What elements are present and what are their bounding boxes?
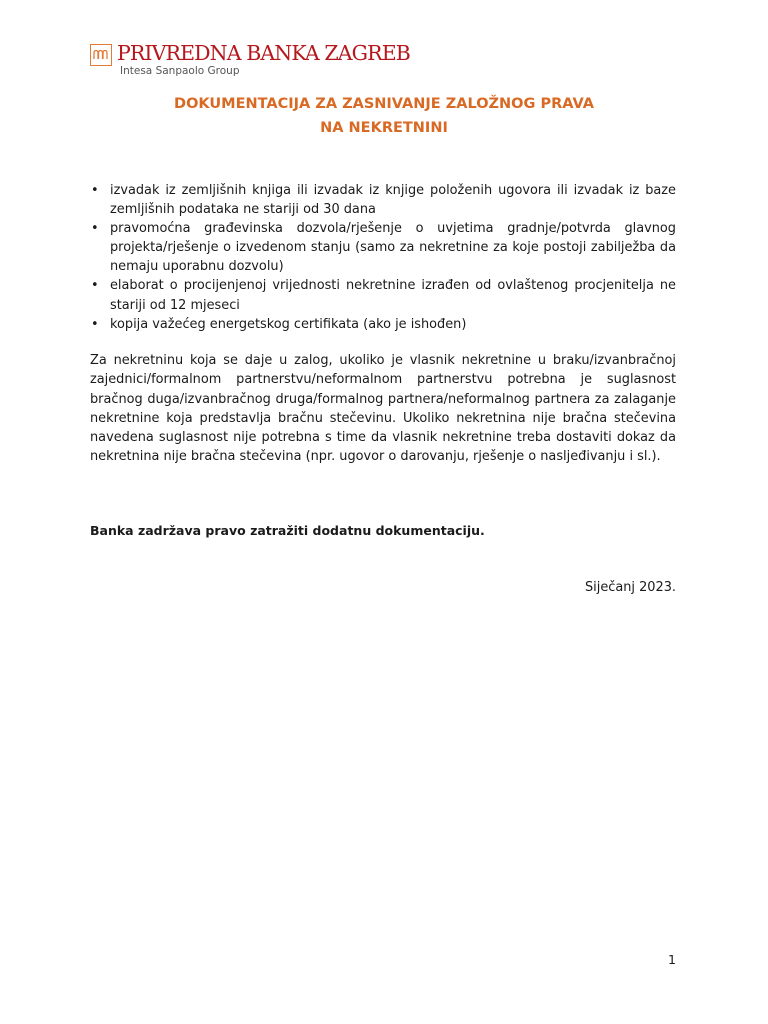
list-item — [90, 315, 676, 334]
pbz-logo-icon — [90, 44, 112, 66]
document-date: Siječanj 2023. — [584, 580, 676, 595]
list-item — [90, 181, 676, 219]
list-item-text: pravomoćna građevinska dozvola/rješenje o uvjetima gradnje/potvrda glavnog projekta/rješenje o izvedenom stanju (samo za nekretnine za koje postoji zabilježba da nemaju uporabnu dozvolu) — [110, 221, 676, 275]
bullet-icon: • — [91, 316, 99, 332]
additional-documentation-note: Banka zadržava pravo zatražiti dodatnu dokumentaciju. — [90, 523, 485, 538]
bullet-icon: • — [91, 278, 99, 294]
list-item-text: kopija važećeg energetskog certifikata (ako je ishođen) — [110, 316, 467, 332]
bullet-icon: • — [91, 183, 99, 198]
bank-name: PRIVREDNA BANKA ZAGREB — [117, 41, 410, 65]
document-title-line-2: NA NEKRETNINI — [320, 120, 448, 136]
group-name: Intesa Sanpaolo Group — [120, 65, 240, 77]
bullet-icon: • — [91, 221, 99, 237]
list-item-text: izvadak iz zemljišnih knjiga ili izvadak iz knjige položenih ugovora ili izvadak iz baze zemljišnih podataka ne stariji od 30 dana — [110, 183, 676, 218]
consent-paragraph: Za nekretninu koja se daje u zalog, ukoliko je vlasnik nekretnine u braku/izvanbračnoj zajednici/formalnom partnerstvu/neformalnom partnerstvu potrebna je suglasnost bračnog duga/izvanbračnog druga/formalnog partnera/neformalnog partnera za zalaganje nekretnine koja predstavlja bračnu stečevinu. Ukoliko nekretnina nije bračna stečevina navedena suglasnost nije potrebna s time da vlasnik nekretnine treba dostaviti dokaz da nekretnina nije bračna stečevina (npr. ugovor o darovanju, rješenje o nasljeđivanju i sl.). — [90, 353, 676, 465]
required-documents-list — [90, 181, 676, 334]
document-title-line-1: DOKUMENTACIJA ZA ZASNIVANJE ZALOŽNOG PRAVA — [174, 96, 594, 112]
list-item-text: elaborat o procijenjenoj vrijednosti nekretnine izrađen od ovlaštenog procjenitelja ne stariji od 12 mjeseci — [110, 278, 676, 313]
page-number: 1 — [668, 952, 676, 967]
list-item — [90, 276, 676, 314]
list-item — [90, 219, 676, 276]
